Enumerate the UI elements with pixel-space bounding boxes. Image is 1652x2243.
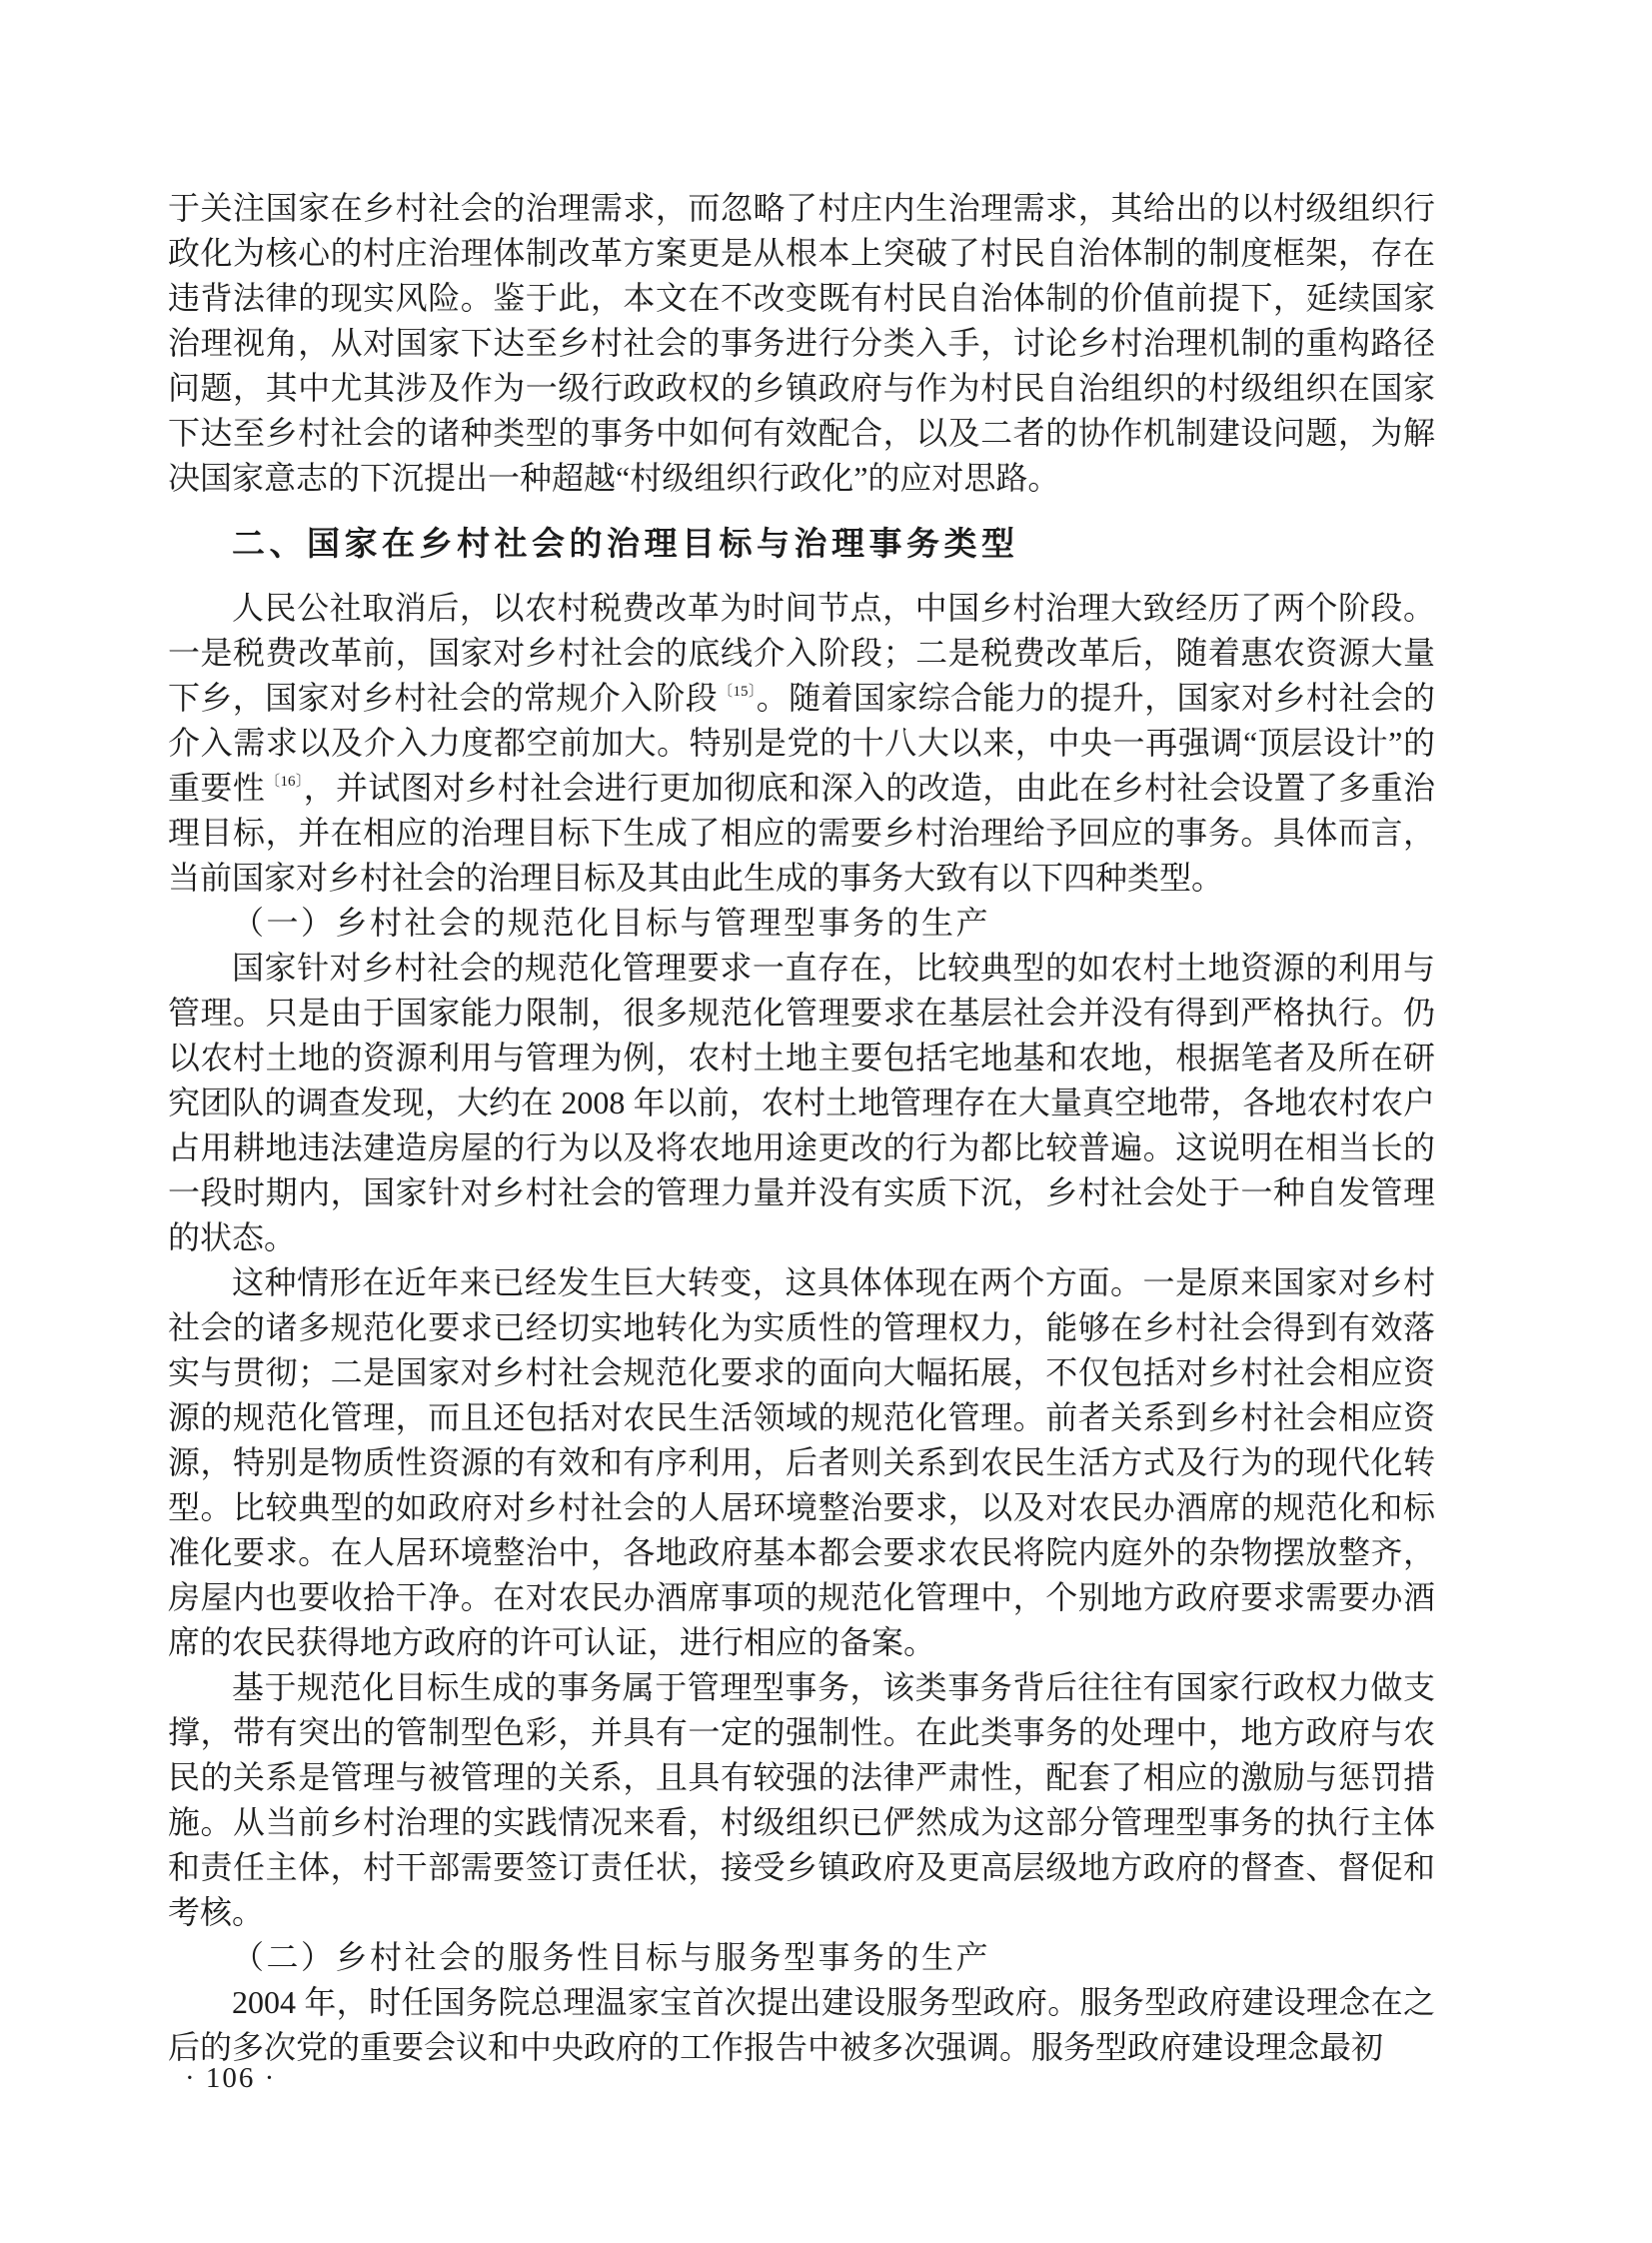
page-number: · 106 ·	[185, 2062, 277, 2094]
subsection-heading	[168, 1935, 1435, 1980]
page-text-column	[168, 186, 1435, 2070]
text-run: ，并试图对乡村社会进行更加彻底和深入的改造，由此在乡村社会设置了多重治理目标，并在相应的治理目标下生成了相应的需要乡村治理给予回应的事务。具体而言，当前国家对乡村社会的治理目标及其由此生成的事务大致有以下四种类型。	[168, 770, 1435, 896]
text-run: （二）乡村社会的服务性目标与服务型事务的生产	[232, 1939, 991, 1975]
paragraph	[168, 1260, 1435, 1665]
paragraph	[168, 1980, 1435, 2070]
paragraph	[168, 586, 1435, 901]
paragraph	[168, 1665, 1435, 1935]
text-run: （一）乡村社会的规范化目标与管理型事务的生产	[232, 905, 991, 941]
subsection-heading	[168, 901, 1435, 946]
paragraph	[168, 186, 1435, 501]
text-run: 基于规范化目标生成的事务属于管理型事务，该类事务背后往往有国家行政权力做支撑，带有突出的管制型色彩，并具有一定的强制性。在此类事务的处理中，地方政府与农民的关系是管理与被管理的关系，且具有较强的法律严肃性，配套了相应的激励与惩罚措施。从当前乡村治理的实践情况来看，村级组织已俨然成为这部分管理型事务的执行主体和责任主体，村干部需要签订责任状，接受乡镇政府及更高层级地方政府的督查、督促和考核。	[168, 1669, 1435, 1930]
citation-reference: 〔15〕	[718, 684, 757, 700]
text-run: 于关注国家在乡村社会的治理需求，而忽略了村庄内生治理需求，其给出的以村级组织行政化为核心的村庄治理体制改革方案更是从根本上突破了村民自治体制的制度框架，存在违背法律的现实风险。鉴于此，本文在不改变既有村民自治体制的价值前提下，延续国家治理视角，从对国家下达至乡村社会的事务进行分类入手，讨论乡村治理机制的重构路径问题，其中尤其涉及作为一级行政政权的乡镇政府与作为村民自治组织的村级组织在国家下达至乡村社会的诸种类型的事务中如何有效配合，以及二者的协作机制建设问题，为解决国家意志的下沉提出一种超越“村级组织行政化”的应对思路。	[168, 190, 1435, 496]
text-run: 人民公社取消后，以农村税费改革为时间节点，中国乡村治理大致经历了两个阶段。一是税费改革前，国家对乡村社会的底线介入阶段；二是税费改革后，随着惠农资源大量下乡，国家对乡村社会的常规介入阶段	[168, 590, 1435, 716]
section-heading	[168, 521, 1435, 566]
citation-reference: 〔16〕	[265, 774, 304, 790]
text-run: 国家针对乡村社会的规范化管理要求一直存在，比较典型的如农村土地资源的利用与管理。只是由于国家能力限制，很多规范化管理要求在基层社会并没有得到严格执行。仍以农村土地的资源利用与管理为例，农村土地主要包括宅地基和农地，根据笔者及所在研究团队的调查发现，大约在 2008 年以前，农村土地管理存在大量真空地带，各地农村农户占用耕地违法建造房屋的行为以及将农地用途更改的行为都比较普遍。这说明在相当长的一段时期内，国家针对乡村社会的管理力量并没有实质下沉，乡村社会处于一种自发管理的状态。	[168, 950, 1435, 1255]
text-run: 2004 年，时任国务院总理温家宝首次提出建设服务型政府。服务型政府建设理念在之后的多次党的重要会议和中央政府的工作报告中被多次强调。服务型政府建设理念最初	[168, 1984, 1435, 2065]
text-run: 二、国家在乡村社会的治理目标与治理事务类型	[232, 525, 1019, 562]
text-run: 。随着国家综合能力的提升，国家对乡村社会的介入需求以及介入力度都空前加大。特别是党的十八大以来，中央一再强调“顶层设计”的重要性	[168, 680, 1435, 806]
paragraph	[168, 946, 1435, 1260]
text-run: 这种情形在近年来已经发生巨大转变，这具体体现在两个方面。一是原来国家对乡村社会的诸多规范化要求已经切实地转化为实质性的管理权力，能够在乡村社会得到有效落实与贯彻；二是国家对乡村社会规范化要求的面向大幅拓展，不仅包括对乡村社会相应资源的规范化管理，而且还包括对农民生活领域的规范化管理。前者关系到乡村社会相应资源，特别是物质性资源的有效和有序利用，后者则关系到农民生活方式及行为的现代化转型。比较典型的如政府对乡村社会的人居环境整治要求，以及对农民办酒席的规范化和标准化要求。在人居环境整治中，各地政府基本都会要求农民将院内庭外的杂物摆放整齐，房屋内也要收拾干净。在对农民办酒席事项的规范化管理中，个别地方政府要求需要办酒席的农民获得地方政府的许可认证，进行相应的备案。	[168, 1264, 1435, 1660]
